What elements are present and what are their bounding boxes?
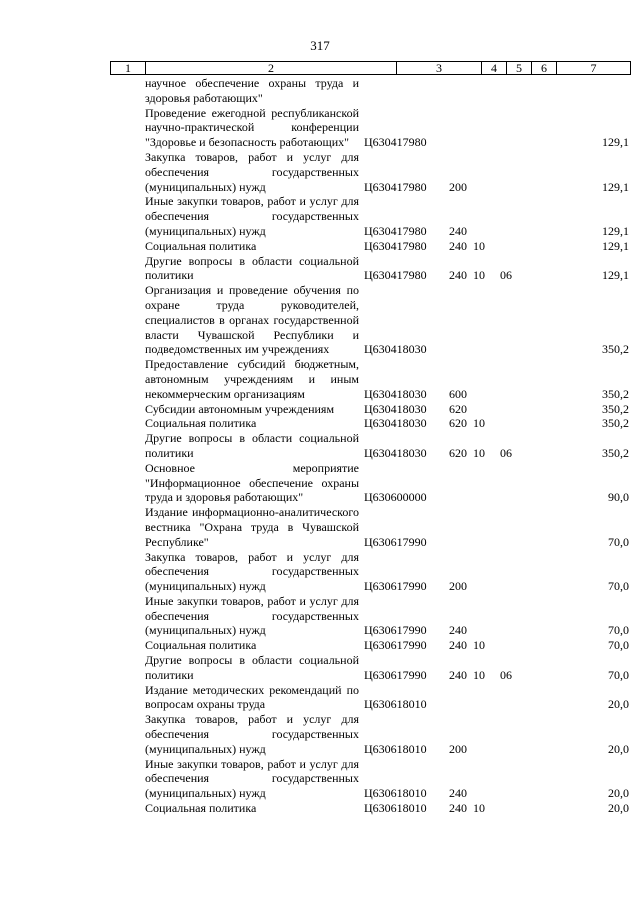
row-code: Ц630617990 [364, 534, 427, 549]
row-section [471, 106, 496, 150]
row-name: Закупка товаров, работ и услуг для обеспечения государственных (муниципальных) нужд [145, 149, 359, 194]
table-row [110, 683, 630, 713]
row-subsection [496, 461, 521, 505]
row-code: Ц630417980 [364, 238, 427, 253]
row-name: Издание методических рекомендаций по вопросам охраны труда [145, 682, 359, 712]
row-subsection [496, 150, 521, 194]
table-row [110, 757, 630, 801]
row-amount: 129,1 [602, 135, 629, 150]
table-row [110, 254, 630, 284]
row-code: Ц630418030 [364, 445, 427, 460]
row-subsection [496, 712, 521, 756]
row-section [471, 594, 496, 638]
row-amount: 129,1 [602, 179, 629, 194]
row-expense-type: 240 [449, 786, 467, 801]
row-subsection [496, 638, 521, 653]
table-row [110, 283, 630, 357]
row-amount: 70,0 [608, 534, 629, 549]
row-subsection [496, 416, 521, 431]
row-expense-type: 600 [449, 386, 467, 401]
table-row [110, 150, 630, 194]
row-amount: 20,0 [608, 697, 629, 712]
row-amount: 129,1 [602, 268, 629, 283]
row-expense-type: 200 [449, 741, 467, 756]
row-subsection [496, 801, 521, 816]
row-section: 10 [473, 238, 485, 253]
row-section: 10 [473, 416, 485, 431]
row-name: Закупка товаров, работ и услуг для обеспечения государственных (муниципальных) нужд [145, 549, 359, 594]
row-amount: 70,0 [608, 638, 629, 653]
row-expense-type: 240 [449, 223, 467, 238]
row-name: Другие вопросы в области социальной политики [145, 653, 359, 682]
row-expense-type [446, 683, 471, 713]
row-expense-type: 240 [449, 638, 467, 653]
row-amount: 70,0 [608, 579, 629, 594]
row-expense-type [446, 106, 471, 150]
row-expense-type: 200 [449, 579, 467, 594]
row-code: Ц630418030 [364, 342, 427, 357]
row-name: Другие вопросы в области социальной политики [145, 431, 359, 460]
row-expense-type: 240 [449, 268, 467, 283]
column-header-4: 4 [482, 62, 507, 75]
table-row [110, 594, 630, 638]
row-name: Другие вопросы в области социальной политики [145, 253, 359, 283]
row-section: 10 [473, 268, 485, 283]
row-section: 10 [473, 445, 485, 460]
row-name: Проведение ежегодной республиканской научно-практической конференции "Здоровье и безопасность работающих" [145, 105, 359, 150]
row-subsection: 06 [500, 667, 512, 682]
column-header-7: 7 [557, 62, 631, 75]
row-code: Ц630600000 [364, 490, 427, 505]
table-row [110, 431, 630, 461]
row-subsection [496, 76, 521, 106]
column-header-2: 2 [146, 62, 397, 75]
row-section: 10 [473, 801, 485, 816]
row-amount: 350,2 [602, 401, 629, 416]
row-subsection [496, 283, 521, 357]
row-amount: 70,0 [608, 623, 629, 638]
row-subsection [496, 106, 521, 150]
row-name: Закупка товаров, работ и услуг для обеспечения государственных (муниципальных) нужд [145, 712, 359, 756]
row-section [471, 150, 496, 194]
row-section [471, 283, 496, 357]
row-subsection [496, 505, 521, 549]
row-code: Ц630417980 [364, 268, 427, 283]
column-header-5: 5 [507, 62, 532, 75]
table-row [110, 106, 630, 150]
page-number: 317 [310, 38, 330, 53]
row-section: 10 [473, 638, 485, 653]
row-code: Ц630418030 [364, 401, 427, 416]
row-name: Социальная политика [145, 801, 257, 816]
row-amount: 129,1 [602, 238, 629, 253]
row-subsection [496, 550, 521, 594]
row-section [471, 683, 496, 713]
row-name: Иные закупки товаров, работ и услуг для обеспечения государственных (муниципальных) нужд [145, 593, 359, 638]
row-section [471, 550, 496, 594]
row-amount: 350,2 [602, 416, 629, 431]
row-expense-type: 620 [449, 445, 467, 460]
row-name: Социальная политика [145, 638, 257, 653]
row-amount: 350,2 [602, 342, 629, 357]
table-row [110, 357, 630, 401]
row-code: Ц630417980 [364, 223, 427, 238]
table-row [110, 712, 630, 756]
budget-table [110, 76, 630, 816]
row-code: Ц630618010 [364, 741, 427, 756]
table-row [110, 638, 630, 653]
table-row [110, 194, 630, 238]
row-expense-type: 200 [449, 179, 467, 194]
row-amount: 20,0 [608, 741, 629, 756]
row-expense-type: 240 [449, 623, 467, 638]
row-name: Основное мероприятие "Информационное обеспечение охраны труда и здоровья работающих" [145, 460, 359, 505]
row-name: Организация и проведение обучения по охране труда руководителей, специалистов в органах государственной власти Чувашской Республики и подведомственных им учреждениях [145, 283, 359, 357]
row-code: Ц630417980 [364, 135, 427, 150]
row-expense-type: 240 [449, 238, 467, 253]
row-subsection [496, 594, 521, 638]
row-expense-type: 240 [449, 801, 467, 816]
table-row [110, 76, 630, 106]
row-amount: 20,0 [608, 801, 629, 816]
row-name: Иные закупки товаров, работ и услуг для обеспечения государственных (муниципальных) нужд [145, 756, 359, 801]
row-code: Ц630618010 [364, 801, 427, 816]
row-subsection [496, 757, 521, 801]
row-code: Ц630617990 [364, 667, 427, 682]
row-section [471, 402, 496, 417]
row-code: Ц630417980 [364, 179, 427, 194]
row-amount: 350,2 [602, 386, 629, 401]
row-section [471, 505, 496, 549]
row-expense-type [446, 283, 471, 357]
row-subsection [496, 239, 521, 254]
row-section [471, 712, 496, 756]
row-name: Социальная политика [145, 238, 257, 253]
row-expense-type [446, 461, 471, 505]
row-section [471, 757, 496, 801]
row-code: Ц630418030 [364, 416, 427, 431]
row-amount: 90,0 [608, 490, 629, 505]
table-row [110, 505, 630, 549]
row-section [471, 357, 496, 401]
row-amount: 70,0 [608, 667, 629, 682]
row-code: Ц630618010 [364, 786, 427, 801]
row-expense-type [446, 76, 471, 106]
row-amount: 350,2 [602, 445, 629, 460]
column-header-1: 1 [111, 62, 146, 75]
table-row [110, 550, 630, 594]
row-code: Ц630617990 [364, 638, 427, 653]
row-amount: 129,1 [602, 223, 629, 238]
table-row [110, 239, 630, 254]
row-subsection: 06 [500, 268, 512, 283]
row-section [471, 76, 496, 106]
row-section [471, 194, 496, 238]
row-subsection [496, 683, 521, 713]
row-subsection: 06 [500, 445, 512, 460]
row-expense-type: 240 [449, 667, 467, 682]
row-amount [521, 76, 630, 106]
row-amount: 20,0 [608, 786, 629, 801]
row-code: Ц630617990 [364, 579, 427, 594]
row-expense-type: 620 [449, 401, 467, 416]
row-subsection [496, 402, 521, 417]
row-name: Социальная политика [145, 416, 257, 431]
row-subsection [496, 357, 521, 401]
row-name: Субсидии автономным учреждениям [145, 401, 335, 416]
row-name: научное обеспечение охраны труда и здоровья работающих" [145, 76, 359, 105]
row-code: Ц630418030 [364, 386, 427, 401]
column-header-row [110, 61, 631, 75]
row-expense-type: 620 [449, 416, 467, 431]
row-subsection [496, 194, 521, 238]
table-row [110, 801, 630, 816]
row-section: 10 [473, 667, 485, 682]
table-row [110, 461, 630, 505]
row-code: Ц630617990 [364, 623, 427, 638]
table-row [110, 416, 630, 431]
table-row [110, 653, 630, 683]
row-code [361, 76, 446, 106]
column-header-6: 6 [532, 62, 557, 75]
row-name: Предоставление субсидий бюджетным, автономным учреждениям и иным некоммерческим организациям [145, 357, 359, 401]
row-code: Ц630618010 [364, 697, 427, 712]
row-section [471, 461, 496, 505]
row-name: Издание информационно-аналитического вестника "Охрана труда в Чувашской Республике" [145, 505, 359, 549]
row-expense-type [446, 505, 471, 549]
budget-table-body [110, 76, 630, 816]
table-row [110, 402, 630, 417]
column-header-3: 3 [397, 62, 482, 75]
row-name: Иные закупки товаров, работ и услуг для обеспечения государственных (муниципальных) нужд [145, 194, 359, 238]
